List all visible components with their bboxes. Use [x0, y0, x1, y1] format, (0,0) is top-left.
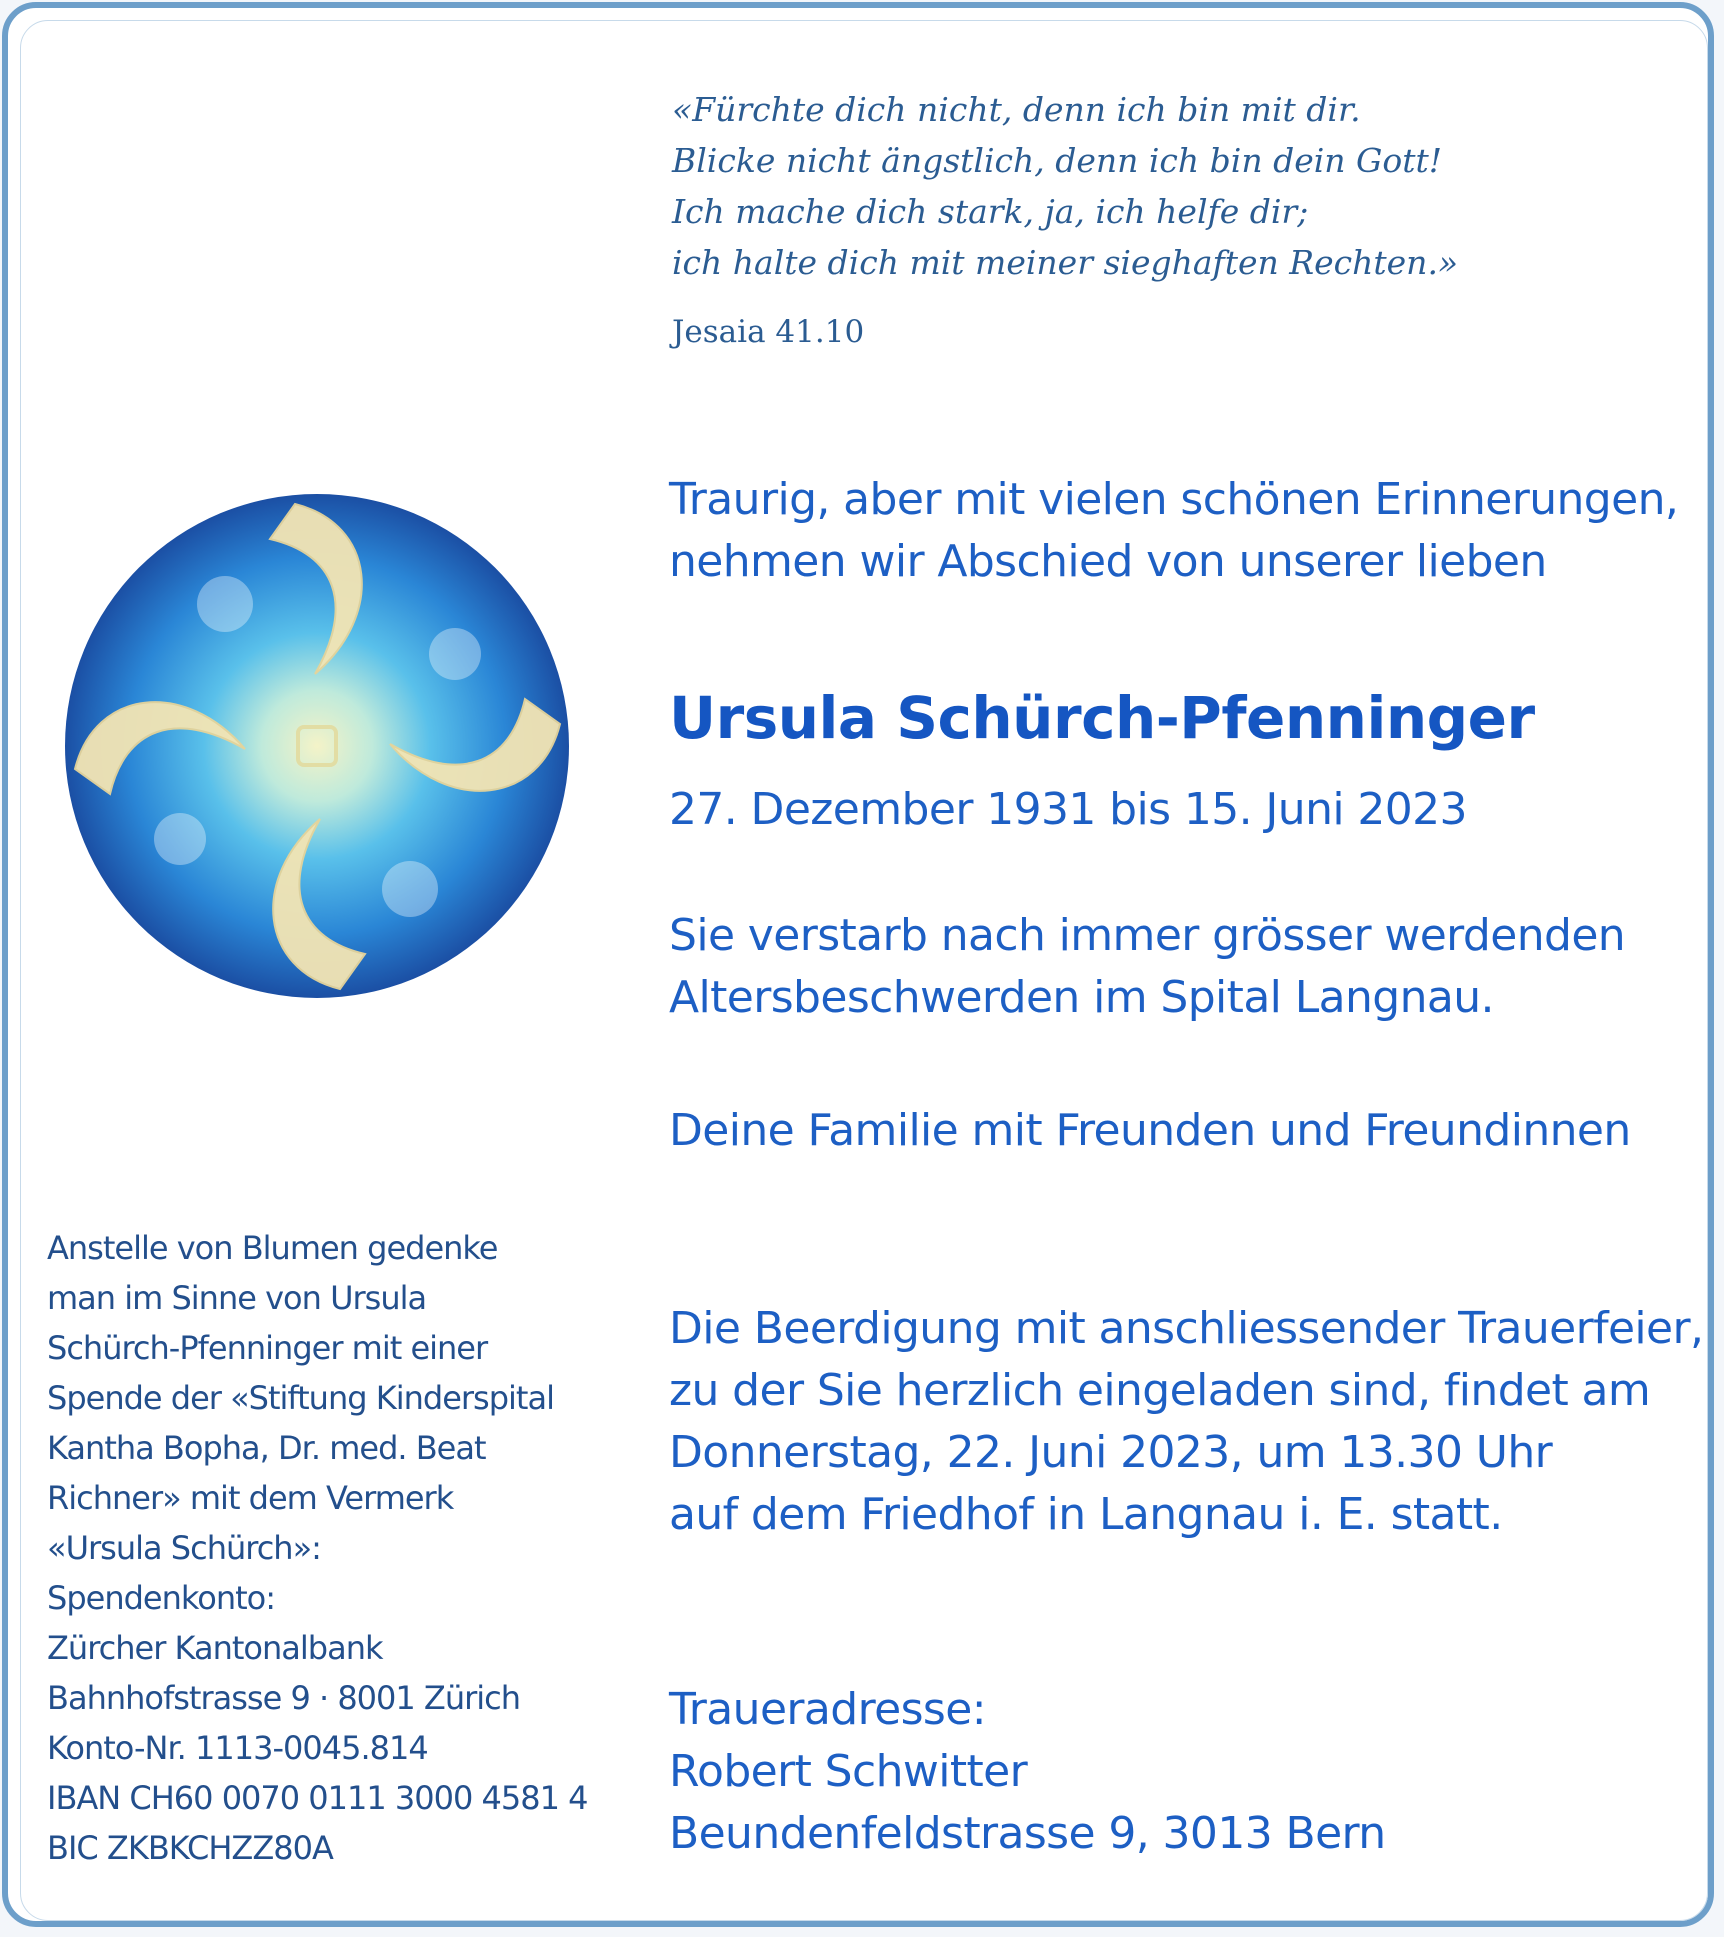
donation-iban: IBAN CH60 0070 0111 3000 4581 4	[47, 1779, 588, 1817]
donation-bic: BIC ZKBKCHZZ80A	[47, 1829, 333, 1867]
donation-account-number: Konto-Nr. 1113-0045.814	[47, 1729, 428, 1767]
address-street: Beundenfeldstrasse 9, 3013 Bern	[669, 1808, 1386, 1859]
donation-account-label: Spendenkonto:	[47, 1579, 276, 1617]
quote-line-1: «Fürchte dich nicht, denn ich bin mit dir.	[672, 90, 1361, 129]
quote-line-2: Blicke nicht ängstlich, denn ich bin dein Gott!	[672, 141, 1443, 180]
donation-line-1: Anstelle von Blumen gedenke	[47, 1229, 498, 1267]
donation-bank: Zürcher Kantonalbank	[47, 1629, 383, 1667]
passing-line-2: Altersbeschwerden im Spital Langnau.	[669, 972, 1494, 1023]
funeral-line-3: Donnerstag, 22. Juni 2023, um 13.30 Uhr	[669, 1427, 1553, 1478]
donation-line-6: Richner» mit dem Vermerk	[47, 1479, 454, 1517]
donation-line-3: Schürch-Pfenninger mit einer	[47, 1329, 488, 1367]
donation-bank-address: Bahnhofstrasse 9 · 8001 Zürich	[47, 1679, 521, 1717]
funeral-line-4: auf dem Friedhof in Langnau i. E. statt.	[669, 1489, 1503, 1540]
quote-line-3: Ich mache dich stark, ja, ich helfe dir;	[672, 192, 1309, 231]
address-label: Traueradresse:	[669, 1684, 986, 1735]
passing-line-1: Sie verstarb nach immer grösser werdenden	[669, 910, 1626, 961]
intro-line-2: nehmen wir Abschied von unserer lieben	[669, 536, 1547, 587]
intro-line-1: Traurig, aber mit vielen schönen Erinnerungen,	[669, 474, 1679, 525]
donation-line-2: man im Sinne von Ursula	[47, 1279, 427, 1317]
address-name: Robert Schwitter	[669, 1746, 1028, 1797]
mandala-emblem-icon	[55, 484, 580, 1009]
quote-line-4: ich halte dich mit meiner sieghaften Rechten.»	[672, 243, 1459, 282]
life-dates: 27. Dezember 1931 bis 15. Juni 2023	[669, 784, 1467, 835]
donation-line-7: «Ursula Schürch»:	[47, 1529, 321, 1567]
donation-line-5: Kantha Bopha, Dr. med. Beat	[47, 1429, 486, 1467]
funeral-line-1: Die Beerdigung mit anschliessender Trauerfeier,	[669, 1303, 1704, 1354]
funeral-line-2: zu der Sie herzlich eingeladen sind, findet am	[669, 1365, 1651, 1416]
quote-reference: Jesaia 41.10	[672, 314, 865, 350]
donation-line-4: Spende der «Stiftung Kinderspital	[47, 1379, 554, 1417]
family-signature: Deine Familie mit Freunden und Freundinnen	[669, 1105, 1631, 1156]
deceased-name: Ursula Schürch-Pfenninger	[669, 684, 1535, 752]
